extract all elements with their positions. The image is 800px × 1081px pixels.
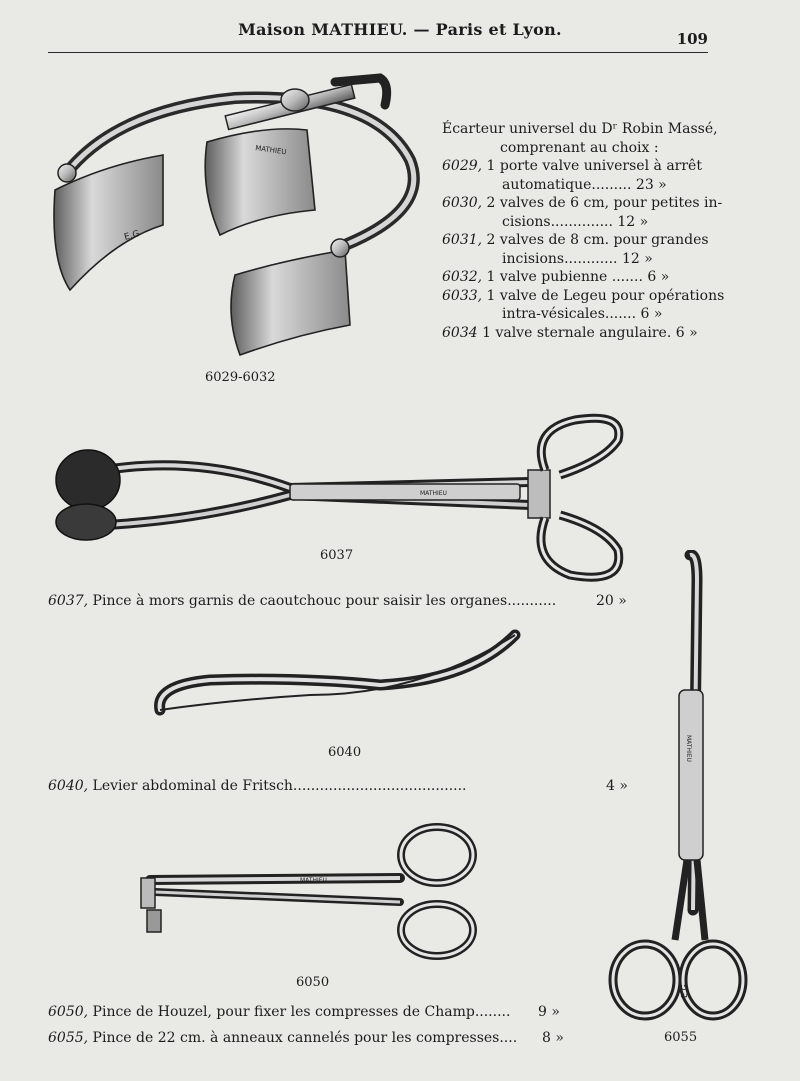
lever-6040-illustration [150,625,530,725]
retractor-heading-1: Écarteur universel du Dʳ Robin Massé, [442,121,718,137]
forceps-6050-maker-mark: MATHIEU [300,877,327,884]
list-item: 6032, 1 valve pubienne ....... 6 » [442,269,670,285]
list-item: incisions............ 12 » [502,250,653,267]
header-rule [48,52,708,53]
page-number: 109 [676,30,708,48]
retractor-heading-2: comprenant au choix : [500,139,659,156]
list-item: 6030, 2 valves de 6 cm, pour petites in- [442,195,723,211]
page-header-title: Maison MATHIEU. — Paris et Lyon. [238,20,562,39]
forceps-6050-caption: 6050 [296,975,330,990]
item-6050-line: 6050, Pince de Houzel, pour fixer les compresses de Champ........ [48,1004,511,1020]
item-6037-line: 6037, Pince à mors garnis de caoutchouc pour saisir les organes........... [48,593,557,609]
list-item: automatique......... 23 » [502,176,667,193]
forceps-6055-illustration [605,550,750,1030]
engraver-mark-6055: E.G [680,984,689,998]
list-item: intra-vésicales....... 6 » [502,306,663,322]
lever-6040-caption: 6040 [328,745,362,760]
forceps-6037-illustration [50,410,630,590]
forceps-6050-illustration [135,820,485,965]
item-6037-price: 20 » [596,593,627,609]
retractor-maker-mark: MATHIEU [254,144,287,157]
forceps-6037-caption: 6037 [320,548,354,563]
item-6055-line: 6055, Pince de 22 cm. à anneaux cannelés pour les compresses.... [48,1030,518,1046]
item-6055-price: 8 » [542,1030,564,1046]
forceps-6055-maker-mark: MATHIEU [685,735,692,762]
item-6050-price: 9 » [538,1004,560,1020]
list-item: cisions.............. 12 » [502,213,649,230]
forceps-6037-maker-mark: MATHIEU [420,490,447,497]
list-item: 6034 1 valve sternale angulaire. 6 » [442,324,698,341]
list-item: 6029, 1 porte valve universel à arrêt [442,158,702,174]
item-6040-price: 4 » [606,778,628,794]
list-item: 6033, 1 valve de Legeu pour opérations [442,287,725,304]
list-item: 6031, 2 valves de 8 cm. pour grandes [442,232,709,248]
retractor-illustration [45,70,435,365]
engraver-mark: E.G [123,229,141,243]
item-6040-line: 6040, Levier abdominal de Fritsch....................................... [48,778,467,794]
retractor-description [442,120,724,342]
retractor-caption: 6029-6032 [205,370,276,385]
forceps-6055-caption: 6055 [664,1030,698,1045]
